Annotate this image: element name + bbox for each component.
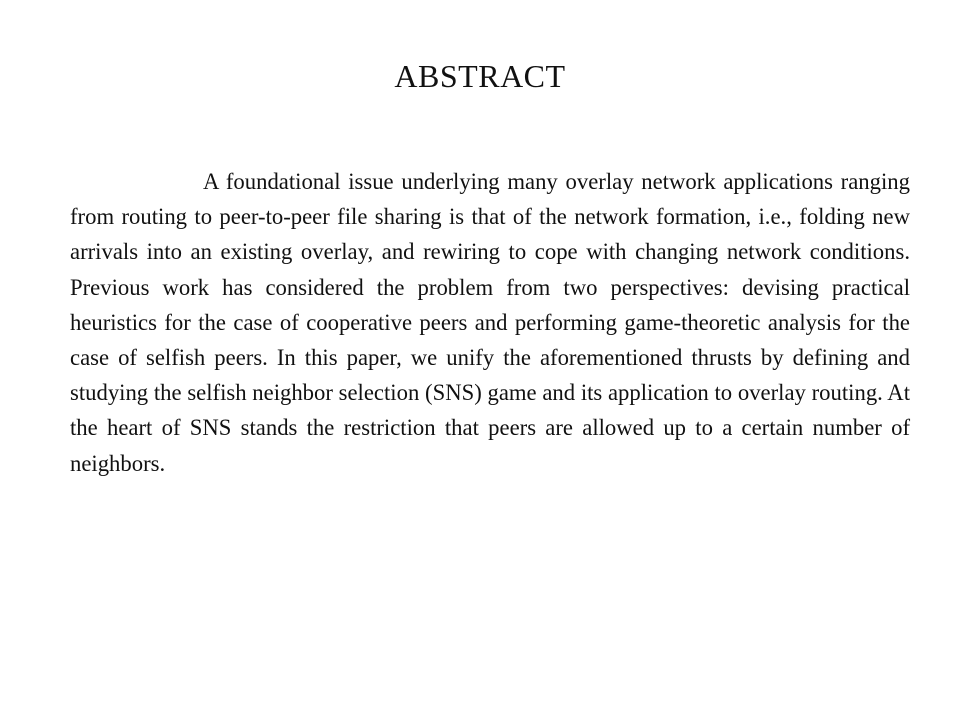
page-title: ABSTRACT xyxy=(394,58,566,94)
abstract-paragraph: A foundational issue underlying many overlay network applications ranging from routing to peer-to-peer file sharing is that of the network formation, i.e., folding new arrivals into an existing overlay, and rewiring to cope with changing network conditions. Previous work has considered the problem from two perspectives: devising practical heuristics for the case of cooperative peers and performing game-theoretic analysis for the case of selfish peers. In this paper, we unify the aforementioned thrusts by defining and studying the selfish neighbor selection (SNS) game and its application to overlay routing. At the heart of SNS stands the restriction that peers are allowed up to a certain number of neighbors. xyxy=(70,169,910,476)
